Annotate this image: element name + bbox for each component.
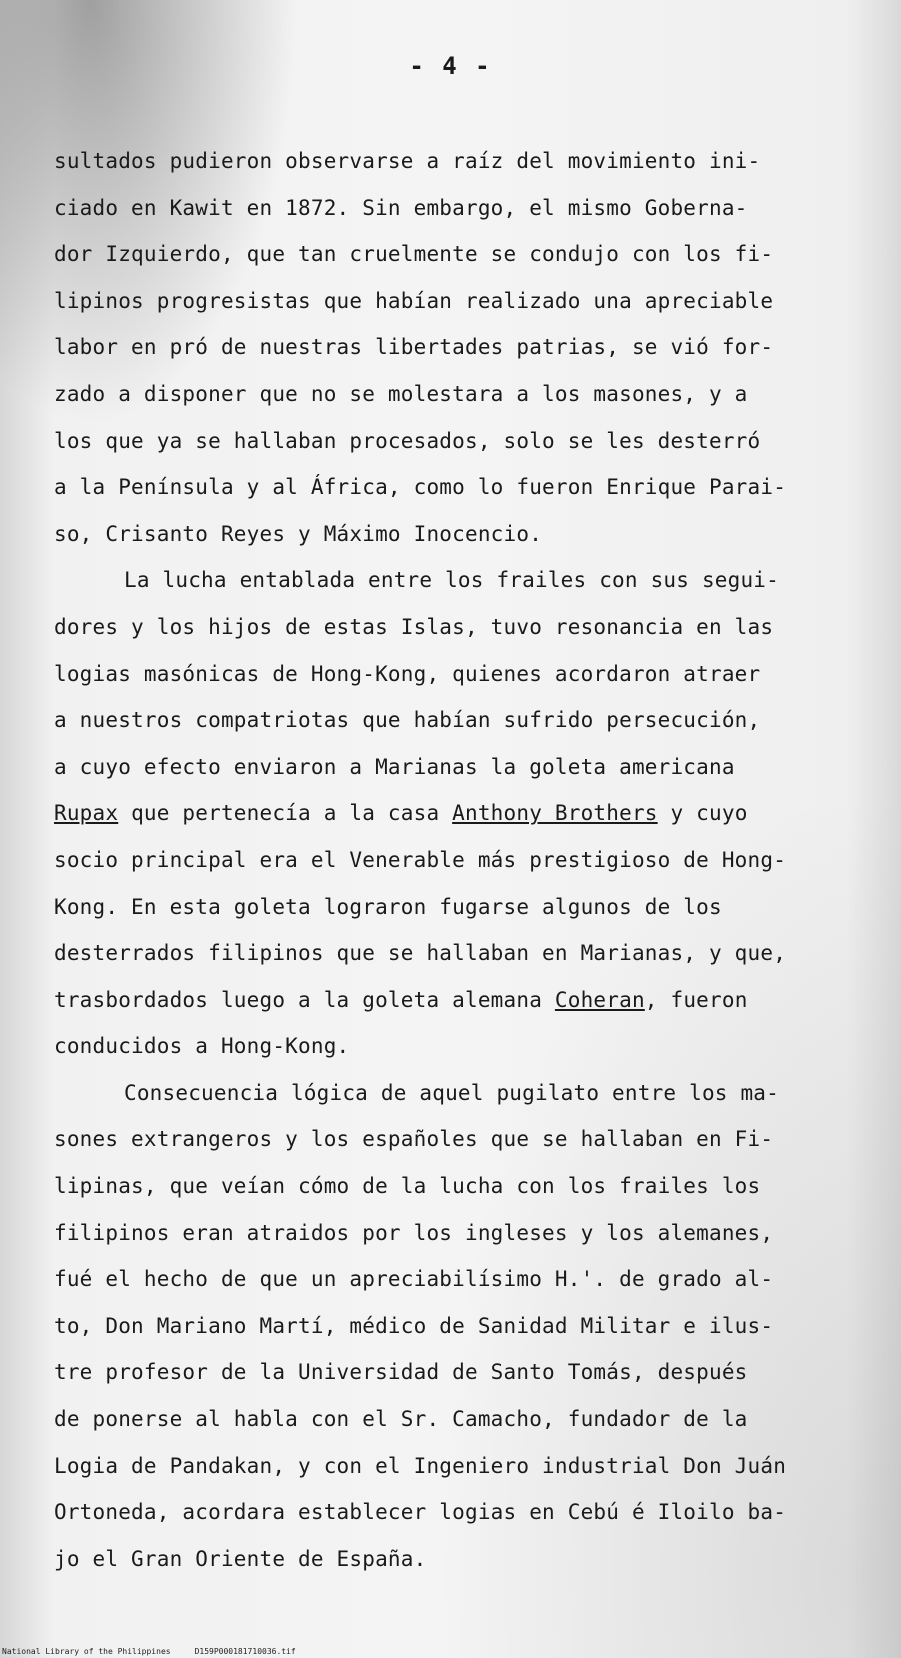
ship-name-rupax: Rupax: [54, 801, 119, 826]
text-line: lipinas, que veían cómo de la lucha con los frailes los: [54, 1174, 761, 1199]
text-line: so, Crisanto Reyes y Máximo Inocencio.: [54, 521, 543, 546]
text-line: labor en pró de nuestras libertades patrias, se vió for-: [54, 335, 774, 360]
text-line: ciado en Kawit en 1872. Sin embargo, el mismo Goberna-: [54, 195, 748, 220]
text-line: filipinos eran atraidos por los ingleses y los alemanes,: [54, 1220, 774, 1245]
text-line: de ponerse al habla con el Sr. Camacho, fundador de la: [54, 1407, 748, 1432]
text-segment: y cuyo: [670, 801, 748, 826]
text-line: conducidos a Hong-Kong.: [54, 1034, 350, 1059]
body-text: [54, 138, 854, 1582]
text-line: [54, 977, 854, 1024]
text-line: a nuestros compatriotas que habían sufrido persecución,: [54, 708, 761, 733]
text-line: socio principal era el Venerable más prestigioso de Hong-: [54, 847, 787, 872]
text-line: Logia de Pandakan, y con el Ingeniero industrial Don Juán: [54, 1453, 787, 1478]
text-line: lipinos progresistas que habían realizado una apreciable: [54, 288, 774, 313]
text-line: a la Península y al África, como lo fueron Enrique Parai-: [54, 475, 787, 500]
text-line: dor Izquierdo, que tan cruelmente se condujo con los fi-: [54, 242, 774, 267]
company-name: Anthony Brothers: [452, 801, 658, 826]
text-line: los que ya se hallaban procesados, solo se les desterró: [54, 428, 761, 453]
page-number: - 4 -: [409, 52, 492, 80]
text-line: jo el Gran Oriente de España.: [54, 1546, 427, 1571]
text-segment: , fueron: [644, 987, 748, 1012]
text-segment: trasbordados luego a la goleta alemana: [54, 987, 543, 1012]
text-line: tre profesor de la Universidad de Santo Tomás, después: [54, 1360, 748, 1385]
text-segment: que pertenecía a la casa: [131, 801, 440, 826]
text-line: Ortoneda, acordara establecer logias en Cebú é Iloilo ba-: [54, 1500, 787, 1525]
scan-footer: [2, 1647, 320, 1656]
ship-name-coheran: Coheran: [554, 987, 645, 1012]
library-credit: National Library of the Philippines: [2, 1647, 171, 1656]
text-line: sones extrangeros y los españoles que se hallaban en Fi-: [54, 1127, 774, 1152]
text-line: sultados pudieron observarse a raíz del movimiento ini-: [54, 149, 761, 173]
text-line: zado a disponer que no se molestara a los masones, y a: [54, 381, 748, 406]
text-line: desterrados filipinos que se hallaban en Marianas, y que,: [54, 941, 787, 966]
text-line: a cuyo efecto enviaron a Marianas la goleta americana: [54, 754, 735, 779]
text-line: fué el hecho de que un apreciabilísimo H.'. de grado al-: [54, 1267, 774, 1292]
paragraph-start-line: La lucha entablada entre los frailes con sus segui-: [124, 568, 779, 593]
text-line: [54, 790, 854, 837]
file-id: D159P000181710036.tif: [194, 1647, 296, 1656]
text-line: logias masónicas de Hong-Kong, quienes acordaron atraer: [54, 661, 761, 686]
text-line: to, Don Mariano Martí, médico de Sanidad Militar e ilus-: [54, 1313, 774, 1338]
text-line: dores y los hijos de estas Islas, tuvo resonancia en las: [54, 614, 774, 639]
paragraph-start-line: Consecuencia lógica de aquel pugilato entre los ma-: [124, 1080, 779, 1105]
text-line: Kong. En esta goleta lograron fugarse algunos de los: [54, 894, 722, 919]
